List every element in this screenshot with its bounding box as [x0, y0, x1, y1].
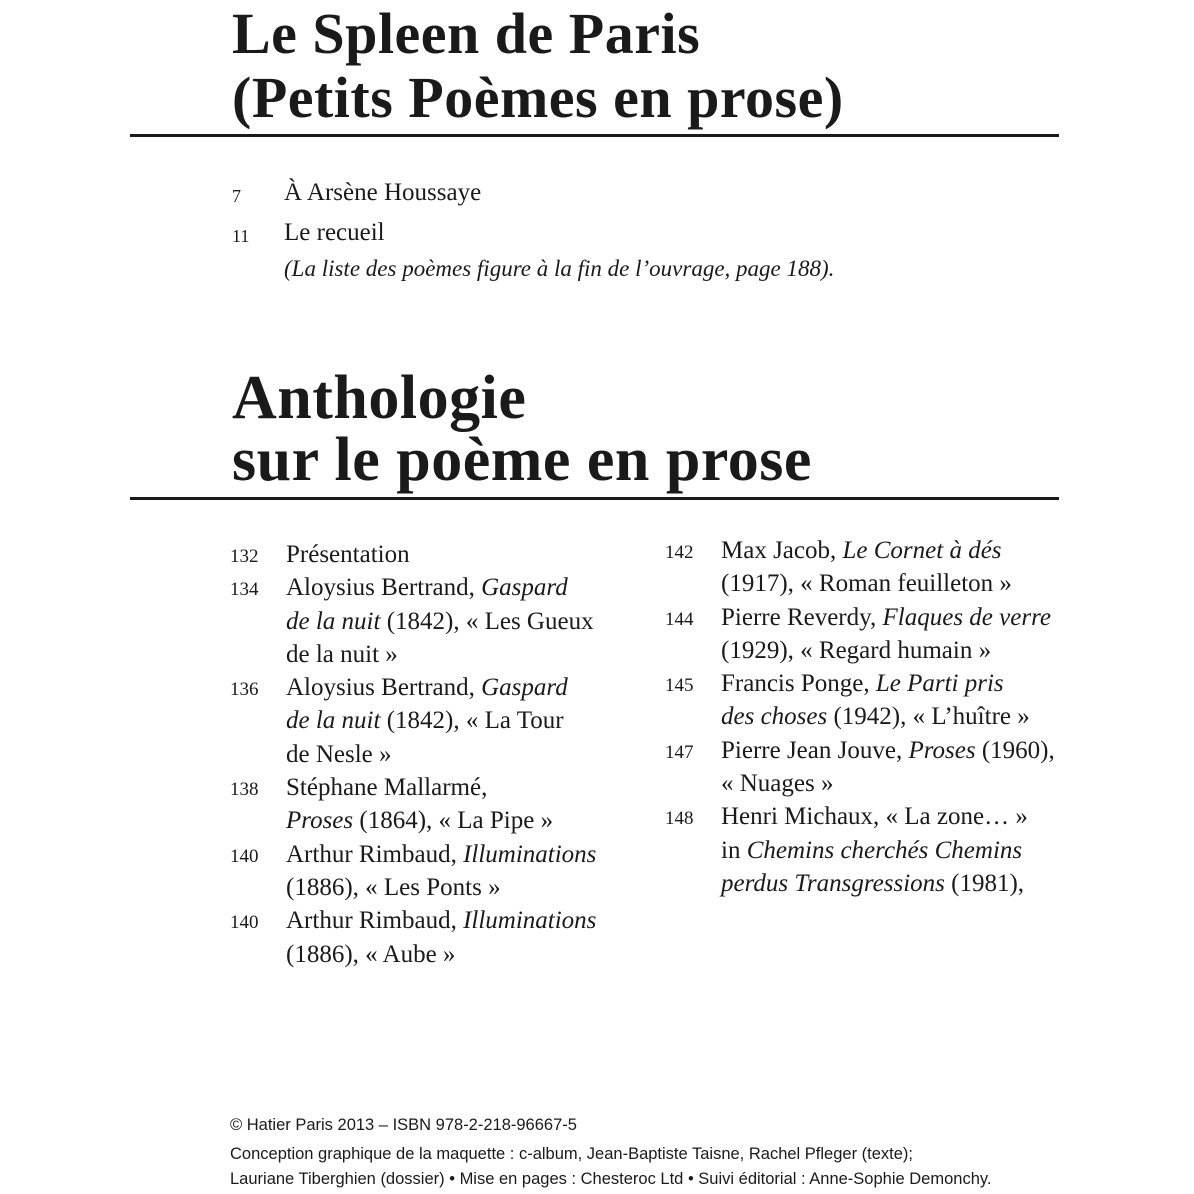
entry-text: Arthur Rimbaud, Illuminations (1886), « Aube »: [286, 907, 597, 968]
section2-title-line2: sur le poème en prose: [232, 426, 812, 494]
entry-page-number: 138: [230, 779, 259, 801]
entry-text: Stéphane Mallarmé, Proses (1864), « La Pipe »: [286, 774, 554, 835]
entry-page-number: 145: [665, 675, 694, 697]
entry-text: Présentation: [286, 541, 410, 568]
entry-page-number: 148: [665, 808, 694, 830]
section2-title-line1: Anthologie: [232, 364, 527, 432]
anthology-entry[interactable]: [230, 838, 640, 905]
toc-entry[interactable]: [232, 176, 1052, 216]
section1-title-line1: Le Spleen de Paris: [232, 1, 701, 66]
toc-page-number: 7: [232, 186, 241, 206]
entry-text: Arthur Rimbaud, Illuminations (1886), « Les Ponts »: [286, 840, 597, 901]
anthology-entry[interactable]: [665, 667, 1065, 734]
entry-text: Francis Ponge, Le Parti pris des choses (1942), « L’huître »: [721, 670, 1030, 731]
section1-title-line2: (Petits Poèmes en prose): [232, 65, 844, 130]
entry-text: Aloysius Bertrand, Gaspard de la nuit (1842), « Les Gueux de la nuit »: [286, 574, 594, 668]
entry-page-number: 140: [230, 845, 259, 867]
entry-text: Pierre Jean Jouve, Proses (1960), « Nuages »: [721, 736, 1055, 798]
entry-text: Henri Michaux, « La zone… » in Chemins cherchés Chemins perdus Transgressions (1981),: [721, 803, 1028, 897]
anthology-entry[interactable]: [665, 534, 1065, 601]
entry-page-number: 144: [665, 608, 694, 630]
section1-toc: [232, 176, 1052, 281]
copyright-line: © Hatier Paris 2013 – ISBN 978-2-218-96667-5: [230, 1116, 577, 1134]
entry-text: Pierre Reverdy, Flaques de verre (1929), « Regard humain »: [721, 603, 1051, 664]
anthology-entry[interactable]: [230, 571, 640, 671]
anthology-entry[interactable]: [230, 904, 640, 971]
section2-rule: [130, 497, 1059, 500]
section1-rule: [130, 134, 1059, 137]
entry-page-number: 132: [230, 546, 259, 567]
credits-line: Lauriane Tiberghien (dossier) • Mise en pages : Chesteroc Ltd • Suivi éditorial : Anne-Sophie Demonchy.: [230, 1170, 992, 1188]
anthology-entry[interactable]: [230, 671, 640, 771]
entry-page-number: 140: [230, 912, 259, 934]
entry-text: Aloysius Bertrand, Gaspard de la nuit (1842), « La Tour de Nesle »: [286, 674, 568, 768]
anthology-entry[interactable]: [665, 800, 1065, 900]
entry-page-number: 142: [665, 542, 694, 563]
toc-note: (La liste des poèmes figure à la fin de l’ouvrage, page 188).: [284, 256, 835, 281]
entry-page-number: 136: [230, 679, 259, 701]
anthology-left-column: [230, 538, 640, 971]
credits-line: Conception graphique de la maquette : c-album, Jean-Baptiste Taisne, Rachel Pfleger (texte);: [230, 1145, 914, 1163]
toc-page-number: 11: [232, 226, 250, 246]
toc-entry-label: À Arsène Houssaye: [284, 179, 482, 206]
anthology-entry[interactable]: [665, 734, 1065, 801]
anthology-right-column: [665, 534, 1065, 900]
toc-entry-label: Le recueil: [284, 219, 385, 246]
entry-page-number: 147: [665, 741, 694, 763]
entry-text: Max Jacob, Le Cornet à dés (1917), « Roman feuilleton »: [721, 537, 1012, 598]
anthology-entry[interactable]: [230, 771, 640, 838]
toc-entry[interactable]: [232, 216, 1052, 256]
entry-page-number: 134: [230, 579, 259, 601]
anthology-entry[interactable]: [665, 601, 1065, 668]
anthology-entry[interactable]: [230, 538, 640, 571]
